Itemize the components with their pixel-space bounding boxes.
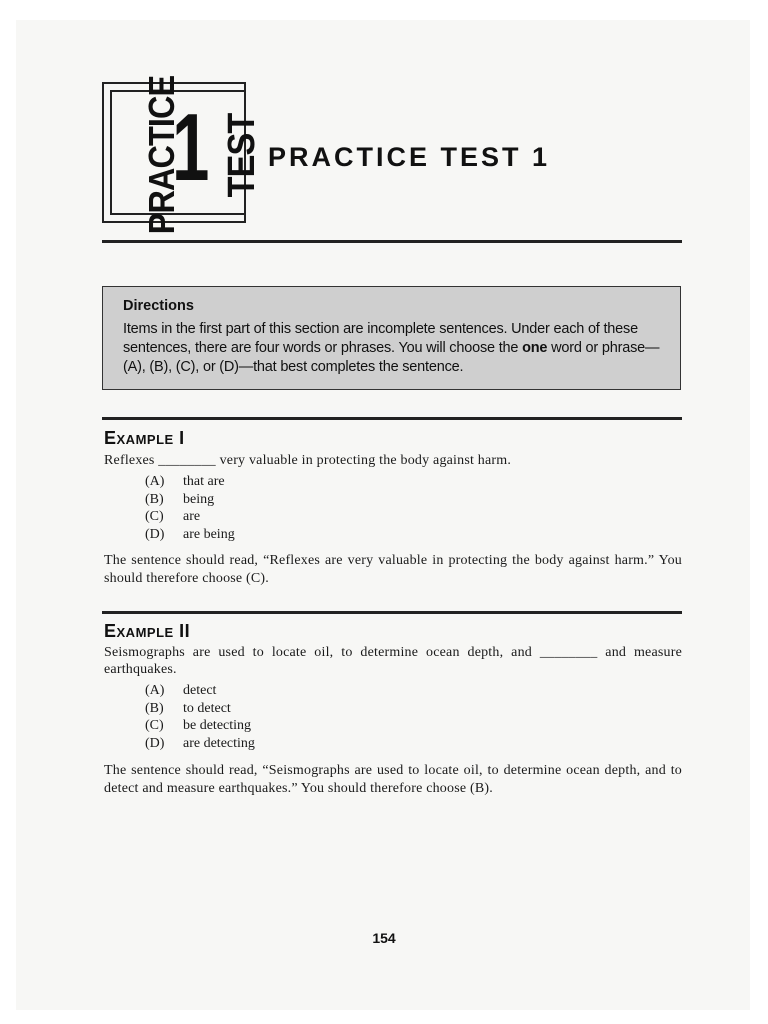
answer-option	[145, 682, 255, 700]
answer-option	[145, 735, 255, 753]
directions-emphasis: one	[522, 340, 548, 356]
example-2-divider	[102, 611, 682, 614]
directions-text-end: word or phrase—(A), (B), (C), or (D)—that best completes the sentence.	[123, 340, 660, 375]
directions-text	[123, 320, 660, 377]
example-2-options	[145, 682, 255, 752]
option-letter: (D)	[145, 526, 165, 542]
logo-word-practice: PRACTICE	[141, 75, 183, 235]
answer-option	[145, 473, 235, 491]
example-1-heading: Example I	[104, 428, 185, 448]
example-1-options	[145, 473, 235, 543]
option-letter: (A)	[145, 474, 165, 489]
option-text: detect	[183, 683, 217, 698]
answer-option	[145, 491, 235, 509]
directions-box	[102, 286, 681, 390]
option-letter: (B)	[145, 700, 164, 716]
option-letter: (C)	[145, 509, 164, 524]
example-1-stem: Reflexes ________ very valuable in protecting the body against harm.	[104, 453, 512, 468]
logo-word-test: TEST	[221, 113, 264, 198]
option-text: to detect	[183, 700, 231, 716]
option-letter: (C)	[145, 718, 164, 733]
option-text: are	[183, 509, 201, 524]
option-text: that are	[183, 474, 225, 489]
answer-option	[145, 526, 235, 544]
option-text: being	[183, 491, 215, 507]
option-text: be detecting	[183, 718, 252, 733]
page-title: PRACTICE TEST 1	[268, 142, 551, 172]
option-letter: (B)	[145, 491, 164, 507]
example-1-explanation: The sentence should read, “Reflexes are very valuable in protecting the body against harm.” You should therefore choose (C).	[104, 553, 682, 586]
example-2-explanation: The sentence should read, “Seismographs are used to locate oil, to determine ocean depth, and to detect and measure earthquakes.” You should therefore choose (B).	[104, 763, 682, 796]
example-1-divider	[102, 417, 682, 420]
logo-number: 1	[172, 94, 210, 201]
example-2-stem: Seismographs are used to locate oil, to determine ocean depth, and ________ and measure earthquakes.	[104, 645, 682, 677]
answer-option	[145, 717, 255, 735]
answer-option	[145, 508, 235, 526]
answer-option	[145, 700, 255, 718]
page-number: 154	[372, 930, 396, 946]
option-text: are being	[183, 526, 235, 542]
header-divider	[102, 240, 682, 243]
option-letter: (D)	[145, 735, 165, 751]
directions-heading: Directions	[123, 298, 194, 314]
example-2-heading: Example II	[104, 621, 191, 641]
practice-test-logo	[102, 75, 264, 235]
option-text: are detecting	[183, 735, 255, 751]
option-letter: (A)	[145, 683, 165, 698]
directions-text-start: Items in the first part of this section are incomplete sentences. Under each of these sentences, there are four words or phrases. You will choose the	[123, 321, 638, 356]
